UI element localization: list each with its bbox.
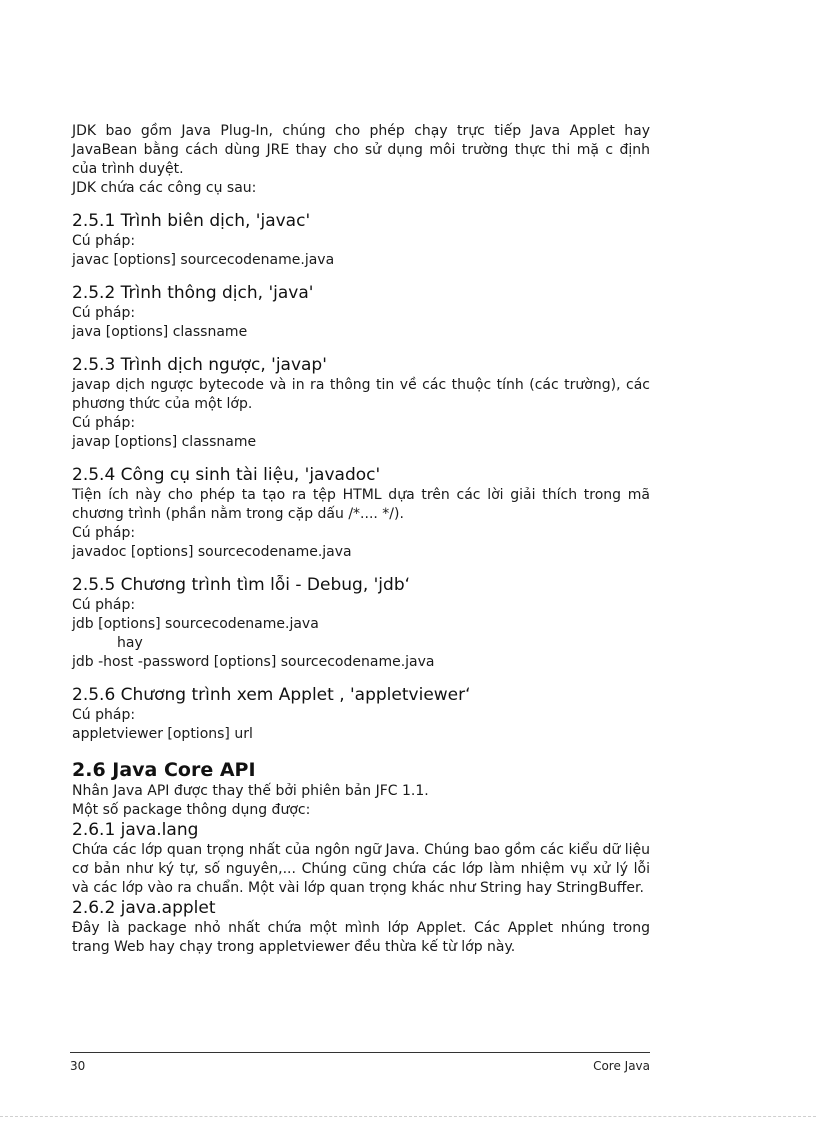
command-line: javac [options] sourcecodename.java [72, 252, 335, 268]
section-heading: 2.5.5 Chương trình tìm lỗi - Debug, 'jdb‘ [72, 575, 411, 595]
page-footer [70, 1052, 650, 1073]
chapter-heading: 2.6 Java Core API [72, 759, 256, 781]
syntax-label: Cú pháp: [72, 525, 136, 541]
section-2-5-6 [72, 684, 650, 744]
or-connector: hay [117, 635, 143, 651]
command-line: jdb [options] sourcecodename.java [72, 616, 319, 632]
page-body [72, 122, 650, 957]
paragraph: Nhân Java API được thay thế bởi phiên bản JFC 1.1. [72, 783, 429, 799]
section-heading: 2.5.3 Trình dịch ngược, 'javap' [72, 355, 327, 375]
intro-tools-line: JDK chứa các công cụ sau: [72, 180, 257, 196]
command-line: javap [options] classname [72, 434, 257, 450]
command-line: javadoc [options] sourcecodename.java [72, 544, 352, 560]
section-heading: 2.6.2 java.applet [72, 898, 216, 918]
section-heading: 2.5.1 Trình biên dịch, 'javac' [72, 211, 311, 231]
section-description: Tiện ích này cho phép ta tạo ra tệp HTML dựa trên các lời giải thích trong mã chương trình (phần nằm trong cặp dấu /*.... */). [72, 487, 650, 522]
section-2-5-5 [72, 574, 650, 672]
section-heading: 2.6.1 java.lang [72, 820, 199, 840]
section-heading: 2.5.6 Chương trình xem Applet , 'appletviewer‘ [72, 685, 471, 705]
section-heading: 2.5.4 Công cụ sinh tài liệu, 'javadoc' [72, 465, 381, 485]
command-line: jdb -host -password [options] sourcecodename.java [72, 654, 435, 670]
syntax-label: Cú pháp: [72, 415, 136, 431]
page-edge-divider [0, 1116, 816, 1117]
syntax-label: Cú pháp: [72, 233, 136, 249]
section-description: javap dịch ngược bytecode và in ra thông tin về các thuộc tính (các trường), các phương thức của một lớp. [72, 377, 650, 412]
section-2-5-3 [72, 354, 650, 452]
syntax-label: Cú pháp: [72, 305, 136, 321]
section-heading: 2.5.2 Trình thông dịch, 'java' [72, 283, 314, 303]
paragraph: Một số package thông dụng được: [72, 802, 311, 818]
section-2-5-4 [72, 464, 650, 562]
page-number: 30 [70, 1059, 86, 1073]
footer-divider [70, 1052, 650, 1053]
section-2-5-1 [72, 210, 650, 270]
section-description: Chứa các lớp quan trọng nhất của ngôn ngữ Java. Chúng bao gồm các kiểu dữ liệu cơ bản như ký tự, số nguyên,... Chúng cũng chứa các lớp làm nhiệm vụ xử lý lỗi và các lớp vào ra chuẩn. Một vài lớp quan trọng khác như String hay StringBuffer. [72, 842, 650, 896]
command-line: java [options] classname [72, 324, 248, 340]
footer-title: Core Java [593, 1059, 650, 1073]
section-2-5-2 [72, 282, 650, 342]
command-line: appletviewer [options] url [72, 726, 253, 742]
syntax-label: Cú pháp: [72, 597, 136, 613]
section-2-6 [72, 758, 650, 957]
intro-paragraph: JDK bao gồm Java Plug-In, chúng cho phép chạy trực tiếp Java Applet hay JavaBean bằng cách dùng JRE thay cho sử dụng môi trường thực thi mặ c định của trình duyệt. [72, 123, 650, 177]
syntax-label: Cú pháp: [72, 707, 136, 723]
section-description: Đây là package nhỏ nhất chứa một mình lớp Applet. Các Applet nhúng trong trang Web hay chạy trong appletviewer đều thừa kế từ lớp này. [72, 920, 650, 955]
